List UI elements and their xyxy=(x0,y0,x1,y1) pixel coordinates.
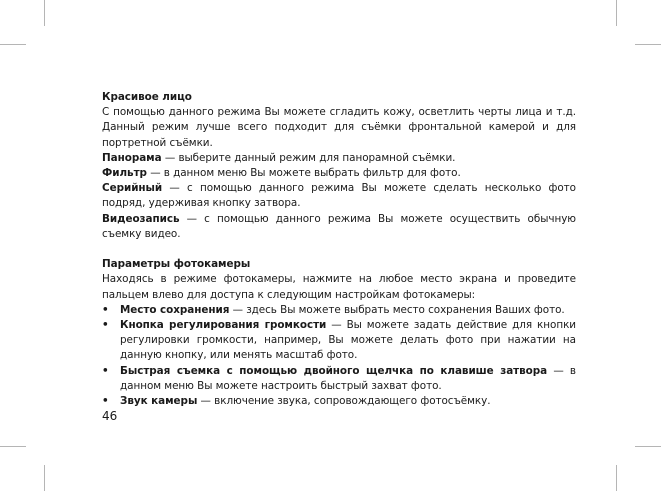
list-item: • Быстрая съемка с помощью двойного щелчка по клавише затвора — в данном меню Вы можете настроить быстрый захват фото. xyxy=(102,364,576,392)
bullet-icon: • xyxy=(102,303,109,316)
mode-video: Видеозапись — с помощью данного режима Вы можете осуществить обычную съемку видео. xyxy=(102,212,576,240)
list-item: • Место сохранения — здесь Вы можете выбрать место сохранения Ваших фото. xyxy=(102,303,576,318)
mode-term: Серийный xyxy=(102,182,163,195)
mode-term: Панорама xyxy=(102,151,162,164)
crop-mark xyxy=(635,44,661,45)
page-number: 46 xyxy=(102,409,118,423)
list-item: • Звук камеры — включение звука, сопровождающего фотосъёмку. xyxy=(102,394,576,409)
page-content xyxy=(102,90,576,409)
camera-params-intro: Находясь в режиме фотокамеры, нажмите на любое место экрана и проведите пальцем влево для доступа к следующим настройкам фотокамеры: xyxy=(102,273,576,301)
crop-mark xyxy=(0,446,26,447)
camera-params-heading: Параметры фотокамеры xyxy=(102,258,251,271)
mode-term: Видеозапись xyxy=(102,212,180,225)
bullet-icon: • xyxy=(102,364,109,377)
mode-term: Фильтр xyxy=(102,167,147,180)
crop-mark xyxy=(0,44,26,45)
section-gap xyxy=(102,242,576,257)
mode-filter: Фильтр — в данном меню Вы можете выбрать фильтр для фото. xyxy=(102,167,461,180)
list-item: • Кнопка регулирования громкости — Вы можете задать действие для кнопки регулировки громкости, например, Вы можете делать фото при нажатии на данную кнопку, или менять масштаб фото. xyxy=(102,319,576,362)
camera-settings-list xyxy=(102,303,576,409)
mode-burst: Серийный — с помощью данного режима Вы можете сделать несколько фото подряд, удерживая кнопку затвора. xyxy=(102,182,576,210)
crop-mark xyxy=(616,465,617,491)
bullet-icon: • xyxy=(102,319,109,332)
beauty-heading: Красивое лицо xyxy=(102,91,192,103)
crop-mark xyxy=(635,446,661,447)
crop-mark xyxy=(44,465,45,491)
crop-mark xyxy=(44,0,45,26)
mode-panorama: Панорама — выберите данный режим для панорамной съёмки. xyxy=(102,151,456,164)
crop-mark xyxy=(616,0,617,26)
beauty-text: С помощью данного режима Вы можете сгладить кожу, осветлить черты лица и т.д. Данный режим лучше всего подходит для съёмки фронтальной камерой и для портретной съёмки. xyxy=(102,106,576,149)
bullet-icon: • xyxy=(102,395,109,408)
